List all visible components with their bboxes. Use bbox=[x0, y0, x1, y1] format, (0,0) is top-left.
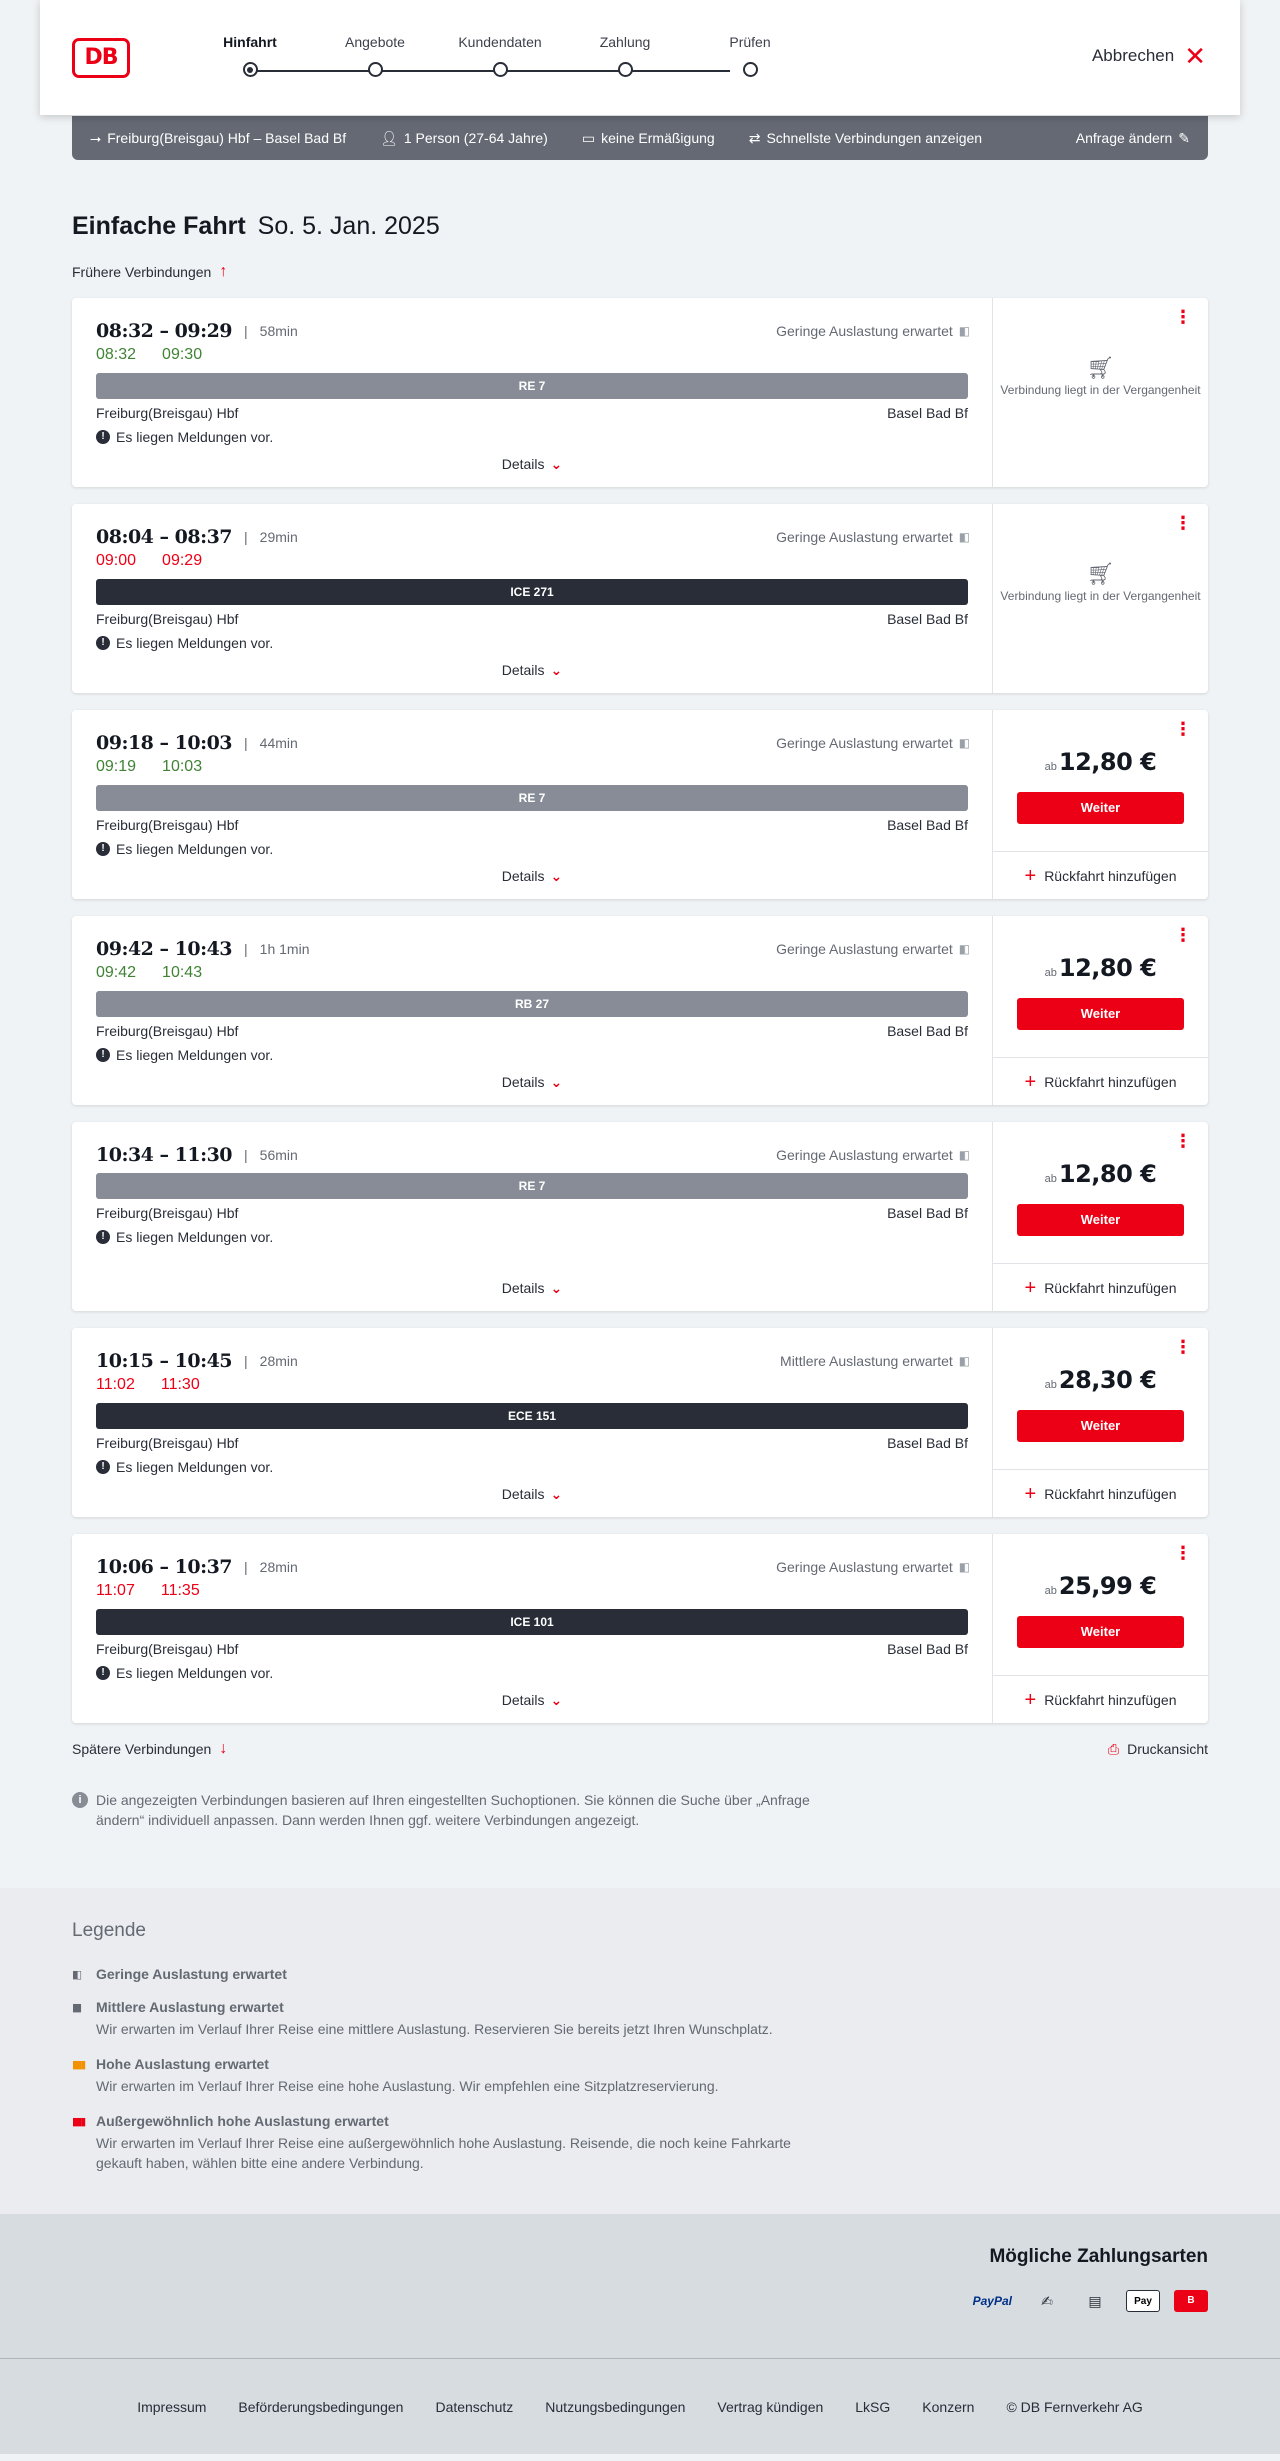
pencil-icon: ✎ bbox=[1178, 129, 1190, 146]
details-toggle[interactable] bbox=[72, 456, 992, 473]
departure-station: Freiburg(Breisgau) Hbf bbox=[96, 817, 239, 833]
separator: | bbox=[244, 1559, 248, 1575]
disruption-message[interactable] bbox=[96, 635, 968, 651]
occupancy-label: Geringe Auslastung erwartet bbox=[776, 529, 953, 545]
connection-card bbox=[72, 1328, 1208, 1517]
price-prefix: ab bbox=[1044, 1173, 1057, 1185]
connection-info bbox=[72, 916, 993, 1105]
message-text: Es liegen Meldungen vor. bbox=[116, 1459, 274, 1475]
arrival-station: Basel Bad Bf bbox=[887, 1641, 968, 1657]
offer-panel bbox=[993, 298, 1208, 487]
price bbox=[993, 1366, 1208, 1394]
header bbox=[40, 0, 1240, 115]
print-icon: ⎙ bbox=[1107, 1740, 1120, 1757]
payment-methods-title: Mögliche Zahlungsarten bbox=[989, 2246, 1208, 2267]
realtime-times bbox=[96, 552, 968, 572]
offer-panel bbox=[993, 1122, 1208, 1311]
train-bar[interactable]: RE 7 bbox=[96, 785, 968, 811]
offer-panel bbox=[993, 710, 1208, 899]
discount-summary[interactable] bbox=[582, 130, 715, 147]
footer-link[interactable]: Beförderungsbedingungen bbox=[238, 2398, 404, 2415]
departure-station: Freiburg(Breisgau) Hbf bbox=[96, 1205, 239, 1221]
details-toggle[interactable] bbox=[72, 1074, 992, 1091]
sepa-icon: ▤ bbox=[1088, 2293, 1102, 2309]
price-value: 12,80 € bbox=[1058, 1160, 1157, 1188]
message-text: Es liegen Meldungen vor. bbox=[116, 1047, 274, 1063]
realtime-arrival: 11:30 bbox=[160, 1376, 200, 1393]
offer-panel bbox=[993, 504, 1208, 693]
realtime-times bbox=[96, 1582, 968, 1602]
page-title: Einfache Fahrt bbox=[72, 212, 246, 240]
step-dot bbox=[618, 62, 633, 77]
occupancy-indicator bbox=[776, 1559, 968, 1575]
step-label: Prüfen bbox=[729, 34, 771, 50]
details-label: Details bbox=[501, 1280, 545, 1296]
card-icon: ▭ bbox=[581, 129, 596, 146]
step-label: Zahlung bbox=[599, 34, 651, 50]
details-toggle[interactable] bbox=[72, 1280, 992, 1297]
legend-section bbox=[0, 1888, 1280, 2214]
continue-button[interactable]: Weiter bbox=[1017, 998, 1184, 1030]
passenger-text: 1 Person (27-64 Jahre) bbox=[403, 130, 548, 146]
legend-item-description: Wir erwarten im Verlauf Ihrer Reise eine außergewöhnlich hohe Auslastung. Reisende, die noch keine Fahrkarte gekauft haben, wählen bitte eine andere Verbindung. bbox=[96, 2135, 791, 2171]
page-title-row bbox=[72, 212, 1208, 241]
details-toggle[interactable] bbox=[72, 868, 992, 885]
occupancy-indicator bbox=[776, 1147, 968, 1163]
price-prefix: ab bbox=[1044, 1585, 1057, 1597]
realtime-departure: 08:32 bbox=[96, 346, 137, 363]
cart-unavailable-icon: 🛒︎ bbox=[1086, 355, 1115, 380]
connection-info bbox=[72, 1534, 993, 1723]
alert-icon: ! bbox=[96, 1230, 110, 1244]
more-options-icon[interactable]: ⋮ bbox=[1174, 719, 1192, 739]
planned-times: 08:32 – 09:29 bbox=[96, 320, 233, 342]
realtime-times bbox=[96, 1376, 968, 1396]
past-connection-text: Verbindung liegt in der Vergangenheit bbox=[1000, 589, 1201, 603]
legend-item-title: Geringe Auslastung erwartet bbox=[96, 1966, 287, 1982]
filter-icon: ⇄ bbox=[748, 129, 761, 146]
more-options-icon[interactable]: ⋮ bbox=[1174, 513, 1192, 533]
connection-card bbox=[72, 1534, 1208, 1723]
separator: | bbox=[244, 735, 248, 751]
occupancy-label: Geringe Auslastung erwartet bbox=[776, 941, 953, 957]
arrival-station: Basel Bad Bf bbox=[887, 1205, 968, 1221]
separator: | bbox=[244, 323, 248, 339]
legend-item-head bbox=[72, 2113, 1208, 2129]
footer-link[interactable]: LkSG bbox=[855, 2398, 891, 2415]
price-value: 12,80 € bbox=[1058, 748, 1157, 776]
connection-card bbox=[72, 298, 1208, 487]
plus-icon: + bbox=[1024, 1688, 1037, 1711]
person-icon: 👤︎ bbox=[380, 129, 398, 146]
occupancy-indicator bbox=[776, 529, 968, 545]
price-value: 28,30 € bbox=[1058, 1366, 1157, 1394]
continue-button[interactable]: Weiter bbox=[1017, 1410, 1184, 1442]
duration: 29min bbox=[259, 529, 298, 545]
separator: | bbox=[244, 1147, 248, 1163]
footer-link[interactable]: Nutzungsbedingungen bbox=[545, 2398, 686, 2415]
edit-search-button[interactable] bbox=[1076, 130, 1190, 147]
train-bar[interactable]: ICE 101 bbox=[96, 1609, 968, 1635]
past-connection-notice bbox=[993, 355, 1208, 398]
stations bbox=[96, 611, 968, 627]
chevron-down-icon: ⌄ bbox=[550, 456, 563, 472]
footer bbox=[0, 2358, 1280, 2454]
occupancy-icon: ▮▯ bbox=[958, 530, 968, 544]
stations bbox=[96, 817, 968, 833]
add-return-label: Rückfahrt hinzufügen bbox=[1044, 867, 1177, 884]
step-dot bbox=[743, 62, 758, 77]
step-dot bbox=[368, 62, 383, 77]
plus-icon: + bbox=[1024, 864, 1037, 887]
details-label: Details bbox=[501, 456, 545, 472]
arrival-station: Basel Bad Bf bbox=[887, 1435, 968, 1451]
print-label: Druckansicht bbox=[1127, 1741, 1208, 1757]
disruption-message[interactable] bbox=[96, 1665, 968, 1681]
connection-info bbox=[72, 298, 993, 487]
departure-station: Freiburg(Breisgau) Hbf bbox=[96, 405, 239, 421]
connection-card bbox=[72, 710, 1208, 899]
disruption-message[interactable] bbox=[96, 841, 968, 857]
realtime-departure: 09:19 bbox=[96, 758, 137, 775]
legend-item-title: Hohe Auslastung erwartet bbox=[96, 2056, 269, 2072]
price bbox=[993, 1160, 1208, 1188]
step-label: Kundendaten bbox=[458, 34, 542, 50]
payment-icons bbox=[969, 2290, 1208, 2312]
connection-list bbox=[72, 298, 1208, 1723]
fastest-text: Schnellste Verbindungen anzeigen bbox=[766, 130, 983, 146]
legend-item-head bbox=[72, 1966, 1208, 1982]
step-label: Angebote bbox=[345, 34, 405, 50]
planned-times: 10:06 – 10:37 bbox=[96, 1556, 233, 1578]
details-label: Details bbox=[501, 1692, 545, 1708]
route-summary[interactable] bbox=[90, 130, 346, 147]
train-bar[interactable]: RE 7 bbox=[96, 1173, 968, 1199]
more-options-icon[interactable]: ⋮ bbox=[1174, 1131, 1192, 1151]
legend-item-title: Außergewöhnlich hohe Auslastung erwartet bbox=[96, 2113, 389, 2129]
legend-item bbox=[72, 1966, 1208, 1982]
plus-icon: + bbox=[1024, 1276, 1037, 1299]
arrow-down-icon: ↓ bbox=[219, 1740, 228, 1757]
price-prefix: ab bbox=[1044, 761, 1057, 773]
step-prüfen[interactable] bbox=[690, 34, 810, 77]
offer-panel bbox=[993, 1534, 1208, 1723]
add-return-trip-button[interactable] bbox=[993, 1675, 1208, 1723]
message-text: Es liegen Meldungen vor. bbox=[116, 429, 274, 445]
occupancy-level-icon: ▮▮▮ bbox=[72, 2115, 85, 2128]
disruption-message[interactable] bbox=[96, 1047, 968, 1063]
add-return-label: Rückfahrt hinzufügen bbox=[1044, 1691, 1177, 1708]
price-prefix: ab bbox=[1044, 967, 1057, 979]
details-label: Details bbox=[501, 1486, 545, 1502]
plus-icon: + bbox=[1024, 1482, 1037, 1505]
legend-item-title: Mittlere Auslastung erwartet bbox=[96, 1999, 284, 2015]
alert-icon: ! bbox=[96, 636, 110, 650]
step-label: Hinfahrt bbox=[223, 34, 277, 50]
occupancy-label: Mittlere Auslastung erwartet bbox=[780, 1353, 953, 1369]
realtime-arrival: 09:29 bbox=[162, 552, 203, 569]
realtime-departure: 09:42 bbox=[96, 964, 137, 981]
occupancy-icon: ▮▯ bbox=[958, 1148, 968, 1162]
info-text: Die angezeigten Verbindungen basieren auf Ihren eingestellten Suchoptionen. Sie können die Suche über „Anfrage ändern“ individuell anpassen. Dann werden Ihnen ggf. weitere Verbindungen angezeigt. bbox=[96, 1792, 810, 1828]
footer-link[interactable]: © DB Fernverkehr AG bbox=[1006, 2398, 1143, 2415]
arrow-up-icon: ↑ bbox=[219, 263, 228, 280]
occupancy-level-icon: ▮▯ bbox=[72, 1968, 81, 1981]
train-bar[interactable]: ECE 151 bbox=[96, 1403, 968, 1429]
alert-icon: ! bbox=[96, 842, 110, 856]
footer-link[interactable]: Datenschutz bbox=[435, 2398, 514, 2415]
departure-station: Freiburg(Breisgau) Hbf bbox=[96, 1641, 239, 1657]
planned-times: 09:18 – 10:03 bbox=[96, 732, 233, 754]
chevron-down-icon: ⌄ bbox=[550, 1692, 563, 1708]
realtime-times bbox=[96, 758, 968, 778]
paypal-icon: PayPal bbox=[972, 2294, 1012, 2308]
occupancy-label: Geringe Auslastung erwartet bbox=[776, 1147, 953, 1163]
alert-icon: ! bbox=[96, 1666, 110, 1680]
legend-item bbox=[72, 2056, 1208, 2096]
legend-item-head bbox=[72, 2056, 1208, 2072]
price bbox=[993, 954, 1208, 982]
legend-item bbox=[72, 1999, 1208, 2039]
db-card-icon: B bbox=[1174, 2290, 1208, 2312]
cart-unavailable-icon: 🛒︎ bbox=[1086, 561, 1115, 586]
occupancy-label: Geringe Auslastung erwartet bbox=[776, 1559, 953, 1575]
price bbox=[993, 1572, 1208, 1600]
stations bbox=[96, 1205, 968, 1221]
cancel-label: Abbrechen bbox=[1091, 46, 1175, 65]
apple-pay-icon: Pay bbox=[1126, 2290, 1160, 2312]
direct-debit-icon: ✍ bbox=[1041, 2293, 1053, 2309]
planned-times: 09:42 – 10:43 bbox=[96, 938, 233, 960]
realtime-departure: 11:07 bbox=[96, 1582, 135, 1599]
realtime-arrival: 09:30 bbox=[162, 346, 203, 363]
step-dot bbox=[243, 62, 258, 77]
cancel-button[interactable] bbox=[1091, 41, 1206, 71]
chevron-down-icon: ⌄ bbox=[550, 1074, 563, 1090]
add-return-trip-button[interactable] bbox=[993, 851, 1208, 899]
occupancy-indicator bbox=[776, 323, 968, 339]
travel-date: So. 5. Jan. 2025 bbox=[257, 212, 440, 240]
add-return-trip-button[interactable] bbox=[993, 1469, 1208, 1517]
train-bar[interactable]: ICE 271 bbox=[96, 579, 968, 605]
realtime-departure: 11:02 bbox=[96, 1376, 135, 1393]
message-text: Es liegen Meldungen vor. bbox=[116, 841, 274, 857]
occupancy-indicator bbox=[776, 941, 968, 957]
occupancy-icon: ▮▯ bbox=[958, 324, 968, 338]
realtime-arrival: 10:43 bbox=[162, 964, 203, 981]
print-view-link[interactable] bbox=[1108, 1740, 1208, 1758]
separator: | bbox=[244, 1353, 248, 1369]
connection-card bbox=[72, 1122, 1208, 1311]
add-return-trip-button[interactable] bbox=[993, 1057, 1208, 1105]
details-toggle[interactable] bbox=[72, 1692, 992, 1709]
continue-button[interactable]: Weiter bbox=[1017, 1204, 1184, 1236]
departure-station: Freiburg(Breisgau) Hbf bbox=[96, 1023, 239, 1039]
price-value: 12,80 € bbox=[1058, 954, 1157, 982]
connection-info bbox=[72, 710, 993, 899]
planned-times: 08:04 – 08:37 bbox=[96, 526, 233, 548]
more-options-icon[interactable]: ⋮ bbox=[1174, 1543, 1192, 1563]
chevron-down-icon: ⌄ bbox=[550, 1280, 563, 1296]
legend-item-description: Wir erwarten im Verlauf Ihrer Reise eine mittlere Auslastung. Reservieren Sie bereits jetzt Ihren Wunschplatz. bbox=[96, 2021, 773, 2037]
continue-button[interactable]: Weiter bbox=[1017, 1616, 1184, 1648]
alert-icon: ! bbox=[96, 430, 110, 444]
separator: | bbox=[244, 941, 248, 957]
duration: 28min bbox=[259, 1353, 298, 1369]
later-label: Spätere Verbindungen bbox=[72, 1741, 212, 1757]
search-summary-bar bbox=[72, 116, 1208, 160]
arrival-station: Basel Bad Bf bbox=[887, 611, 968, 627]
add-return-label: Rückfahrt hinzufügen bbox=[1044, 1279, 1177, 1296]
train-bar[interactable]: RE 7 bbox=[96, 373, 968, 399]
occupancy-indicator bbox=[780, 1353, 968, 1369]
disruption-message[interactable] bbox=[96, 429, 968, 445]
price-value: 25,99 € bbox=[1058, 1572, 1157, 1600]
realtime-arrival: 10:03 bbox=[162, 758, 203, 775]
occupancy-level-icon: ▮▮ bbox=[72, 2001, 81, 2014]
arrival-station: Basel Bad Bf bbox=[887, 405, 968, 421]
disruption-message[interactable] bbox=[96, 1229, 968, 1245]
bottom-row bbox=[72, 1740, 1208, 1758]
payment-methods-section bbox=[0, 2214, 1280, 2358]
later-connections-link[interactable] bbox=[72, 1740, 227, 1758]
add-return-trip-button[interactable] bbox=[993, 1263, 1208, 1311]
info-icon: i bbox=[72, 1792, 88, 1808]
occupancy-label: Geringe Auslastung erwartet bbox=[776, 735, 953, 751]
discount-text: keine Ermäßigung bbox=[601, 130, 715, 146]
chevron-down-icon: ⌄ bbox=[550, 1486, 563, 1502]
departure-station: Freiburg(Breisgau) Hbf bbox=[96, 611, 239, 627]
stations bbox=[96, 1435, 968, 1451]
details-label: Details bbox=[501, 662, 545, 678]
past-connection-notice bbox=[993, 561, 1208, 604]
passenger-summary[interactable] bbox=[380, 130, 548, 147]
connection-info bbox=[72, 1328, 993, 1517]
realtime-arrival: 11:35 bbox=[160, 1582, 200, 1599]
add-return-label: Rückfahrt hinzufügen bbox=[1044, 1485, 1177, 1502]
edit-search-label: Anfrage ändern bbox=[1075, 130, 1173, 146]
alert-icon: ! bbox=[96, 1460, 110, 1474]
more-options-icon[interactable]: ⋮ bbox=[1174, 307, 1192, 327]
search-info-note bbox=[72, 1790, 832, 1830]
chevron-down-icon: ⌄ bbox=[550, 868, 563, 884]
more-options-icon[interactable]: ⋮ bbox=[1174, 925, 1192, 945]
message-text: Es liegen Meldungen vor. bbox=[116, 1665, 274, 1681]
main-content bbox=[72, 212, 1208, 1830]
arrival-station: Basel Bad Bf bbox=[887, 817, 968, 833]
duration: 44min bbox=[259, 735, 298, 751]
footer-link[interactable]: Vertrag kündigen bbox=[717, 2398, 824, 2415]
details-toggle[interactable] bbox=[72, 662, 992, 679]
db-logo[interactable]: DB bbox=[72, 38, 130, 78]
connection-card bbox=[72, 504, 1208, 693]
price-prefix: ab bbox=[1044, 1379, 1057, 1391]
departure-station: Freiburg(Breisgau) Hbf bbox=[96, 1435, 239, 1451]
continue-button[interactable]: Weiter bbox=[1017, 792, 1184, 824]
legend-item bbox=[72, 2113, 1208, 2173]
details-toggle[interactable] bbox=[72, 1486, 992, 1503]
disruption-message[interactable] bbox=[96, 1459, 968, 1475]
stations bbox=[96, 405, 968, 421]
planned-times: 10:15 – 10:45 bbox=[96, 1350, 233, 1372]
duration: 58min bbox=[259, 323, 298, 339]
stations bbox=[96, 1023, 968, 1039]
arrow-right-icon: ⭢ bbox=[90, 129, 102, 146]
more-options-icon[interactable]: ⋮ bbox=[1174, 1337, 1192, 1357]
price bbox=[993, 748, 1208, 776]
step-hinfahrt[interactable] bbox=[190, 34, 310, 77]
legend-title: Legende bbox=[72, 1920, 146, 1941]
fastest-connections-toggle[interactable] bbox=[749, 130, 982, 147]
train-bar[interactable]: RB 27 bbox=[96, 991, 968, 1017]
earlier-connections-link[interactable] bbox=[72, 263, 1208, 281]
add-return-label: Rückfahrt hinzufügen bbox=[1044, 1073, 1177, 1090]
details-label: Details bbox=[501, 868, 545, 884]
duration: 56min bbox=[259, 1147, 298, 1163]
booking-stepper bbox=[210, 34, 770, 84]
route-text: Freiburg(Breisgau) Hbf – Basel Bad Bf bbox=[107, 130, 347, 146]
separator: | bbox=[244, 529, 248, 545]
step-dot bbox=[493, 62, 508, 77]
message-text: Es liegen Meldungen vor. bbox=[116, 1229, 274, 1245]
stations bbox=[96, 1641, 968, 1657]
occupancy-icon: ▮▯ bbox=[958, 736, 968, 750]
legend-item-description: Wir erwarten im Verlauf Ihrer Reise eine hohe Auslastung. Wir empfehlen eine Sitzplatzreservierung. bbox=[96, 2078, 719, 2094]
past-connection-text: Verbindung liegt in der Vergangenheit bbox=[1000, 383, 1201, 397]
realtime-times bbox=[96, 964, 968, 984]
legend-item-head bbox=[72, 1999, 1208, 2015]
occupancy-icon: ▮▯ bbox=[958, 1560, 968, 1574]
offer-panel bbox=[993, 1328, 1208, 1517]
duration: 1h 1min bbox=[259, 941, 310, 957]
plus-icon: + bbox=[1024, 1070, 1037, 1093]
step-angebote[interactable] bbox=[315, 34, 435, 77]
occupancy-label: Geringe Auslastung erwartet bbox=[776, 323, 953, 339]
step-zahlung[interactable] bbox=[565, 34, 685, 77]
close-icon: ✕ bbox=[1184, 41, 1206, 71]
planned-times: 10:34 – 11:30 bbox=[96, 1144, 233, 1166]
arrival-station: Basel Bad Bf bbox=[887, 1023, 968, 1039]
connection-card bbox=[72, 916, 1208, 1105]
occupancy-level-icon: ▮▮▮ bbox=[72, 2058, 85, 2071]
footer-link[interactable]: Konzern bbox=[922, 2398, 975, 2415]
alert-icon: ! bbox=[96, 1048, 110, 1062]
occupancy-indicator bbox=[776, 735, 968, 751]
occupancy-icon: ▮▯ bbox=[958, 1354, 968, 1368]
connection-info bbox=[72, 1122, 993, 1311]
duration: 28min bbox=[259, 1559, 298, 1575]
step-kundendaten[interactable] bbox=[440, 34, 560, 77]
occupancy-icon: ▮▯ bbox=[958, 942, 968, 956]
footer-link[interactable]: Impressum bbox=[137, 2398, 207, 2415]
chevron-down-icon: ⌄ bbox=[550, 662, 563, 678]
connection-info bbox=[72, 504, 993, 693]
earlier-label: Frühere Verbindungen bbox=[72, 264, 212, 280]
details-label: Details bbox=[501, 1074, 545, 1090]
realtime-departure: 09:00 bbox=[96, 552, 137, 569]
realtime-times bbox=[96, 346, 968, 366]
offer-panel bbox=[993, 916, 1208, 1105]
message-text: Es liegen Meldungen vor. bbox=[116, 635, 274, 651]
